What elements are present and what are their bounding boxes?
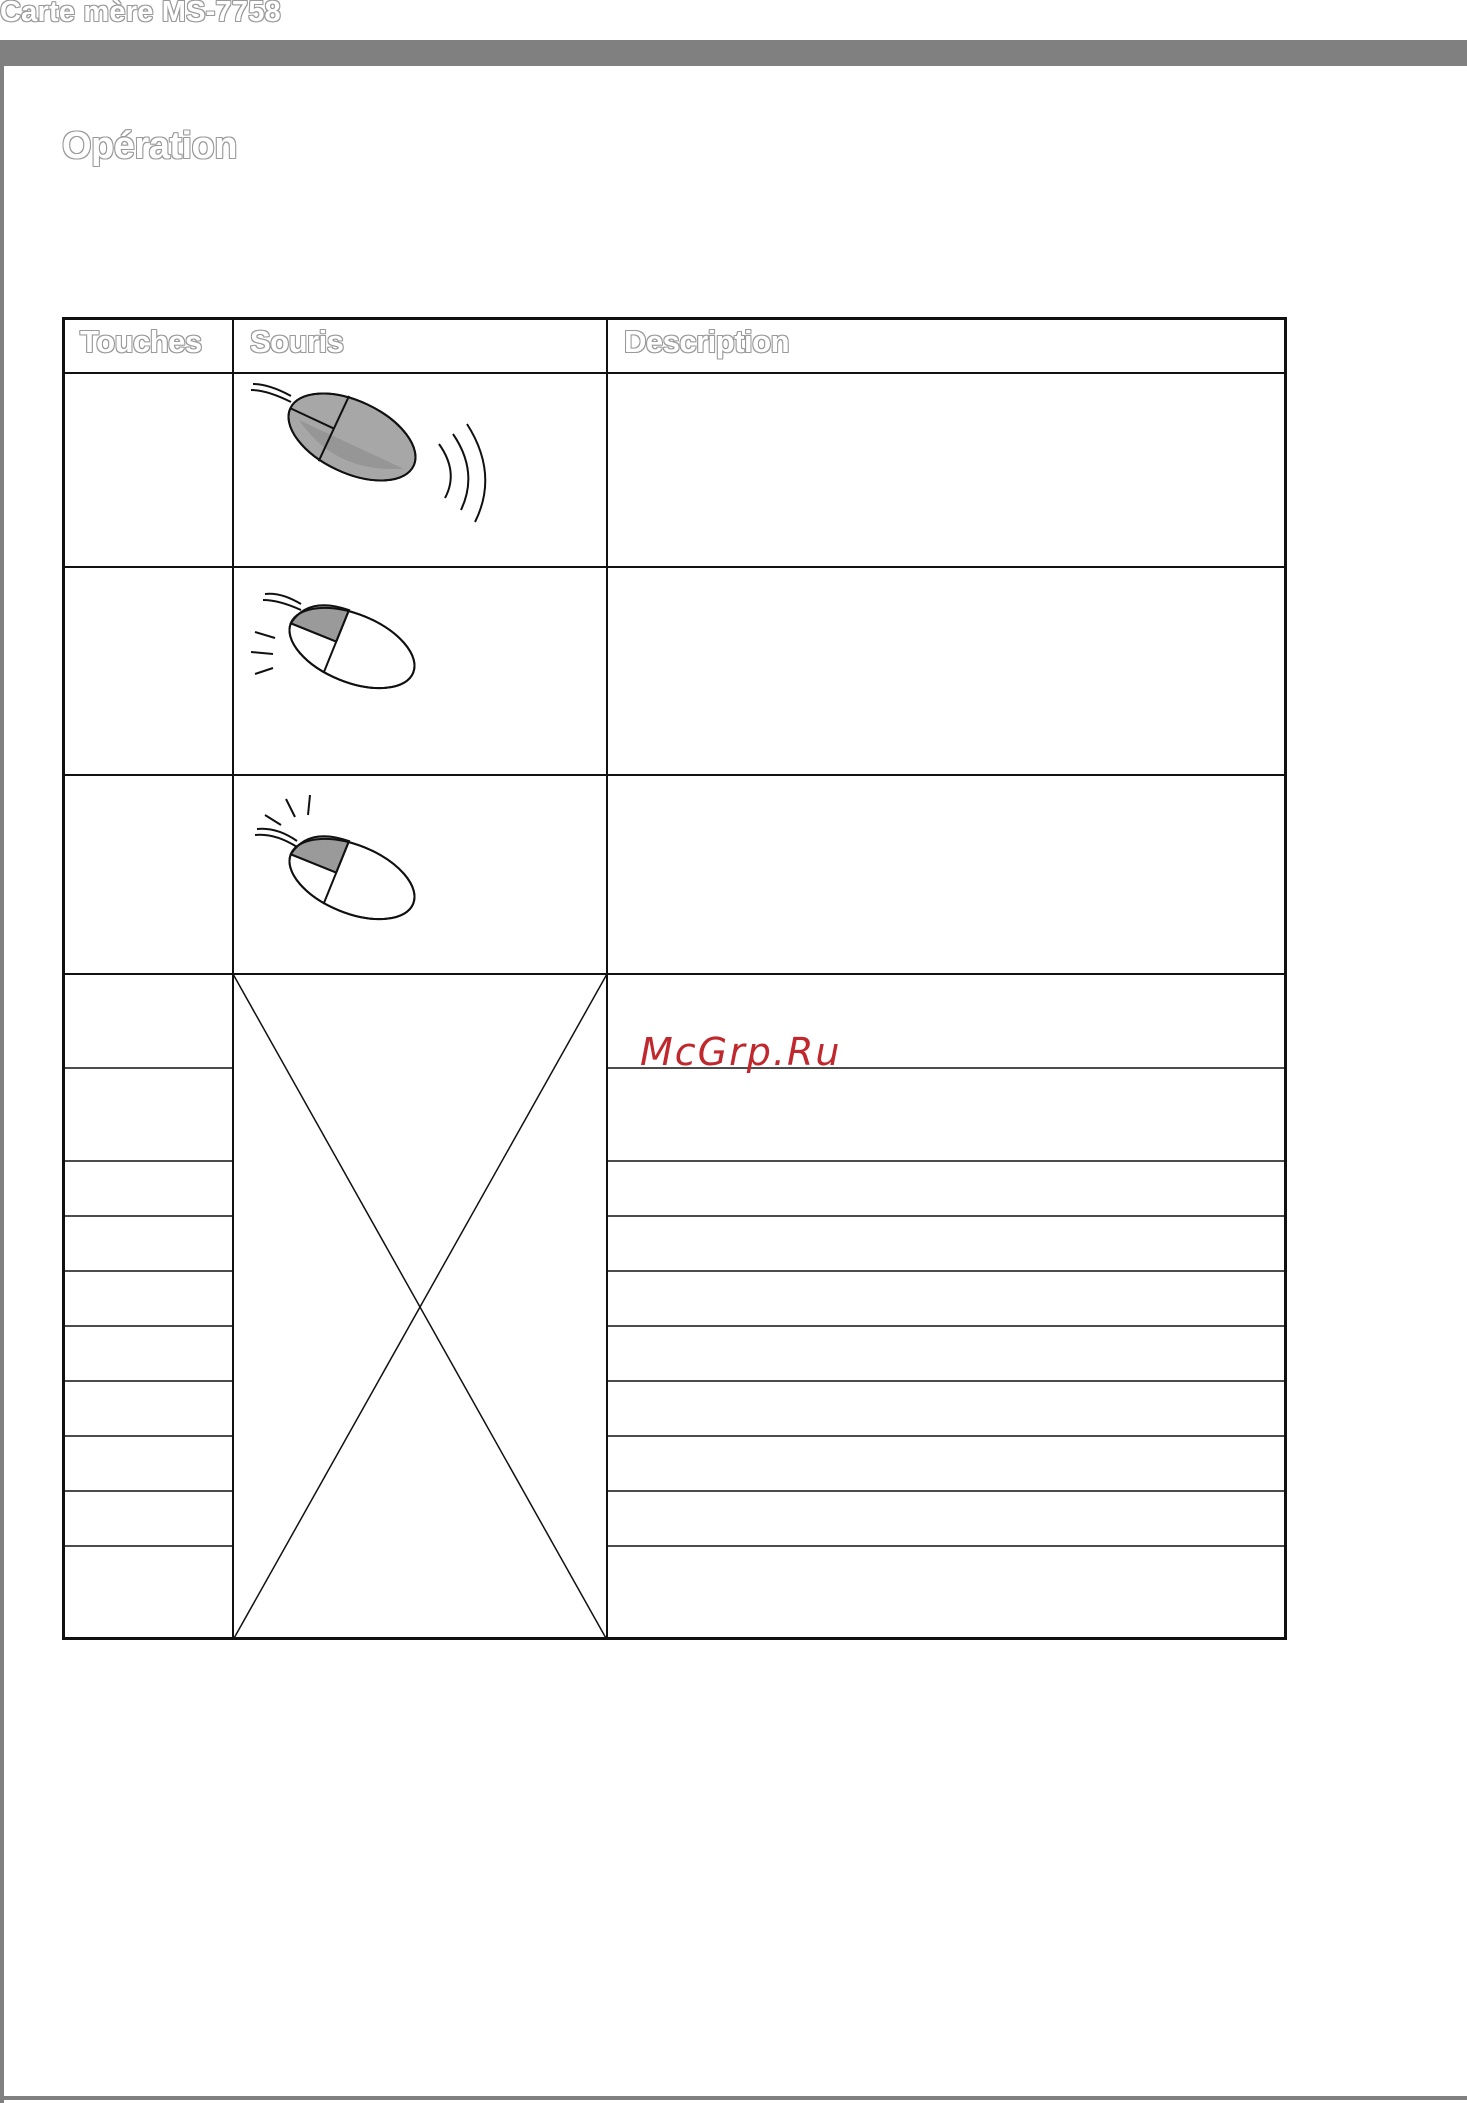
column-header-description: Description bbox=[624, 324, 790, 359]
mouse-left-click-icon bbox=[247, 582, 507, 732]
table-grid bbox=[62, 317, 1287, 1640]
mouse-move-icon bbox=[247, 382, 527, 532]
section-title: Opération bbox=[62, 125, 237, 167]
watermark: McGrp.Ru bbox=[640, 1030, 842, 1074]
header-bar bbox=[0, 40, 1467, 66]
mouse-left-double-click-icon bbox=[247, 787, 507, 937]
operation-table bbox=[62, 317, 1287, 1640]
left-margin-rule bbox=[0, 40, 4, 2103]
bottom-rule bbox=[0, 2096, 1467, 2100]
column-header-mouse: Souris bbox=[250, 324, 344, 359]
page-header: Carte mère MS-7758 bbox=[0, 0, 281, 28]
column-header-keys: Touches bbox=[80, 324, 202, 359]
